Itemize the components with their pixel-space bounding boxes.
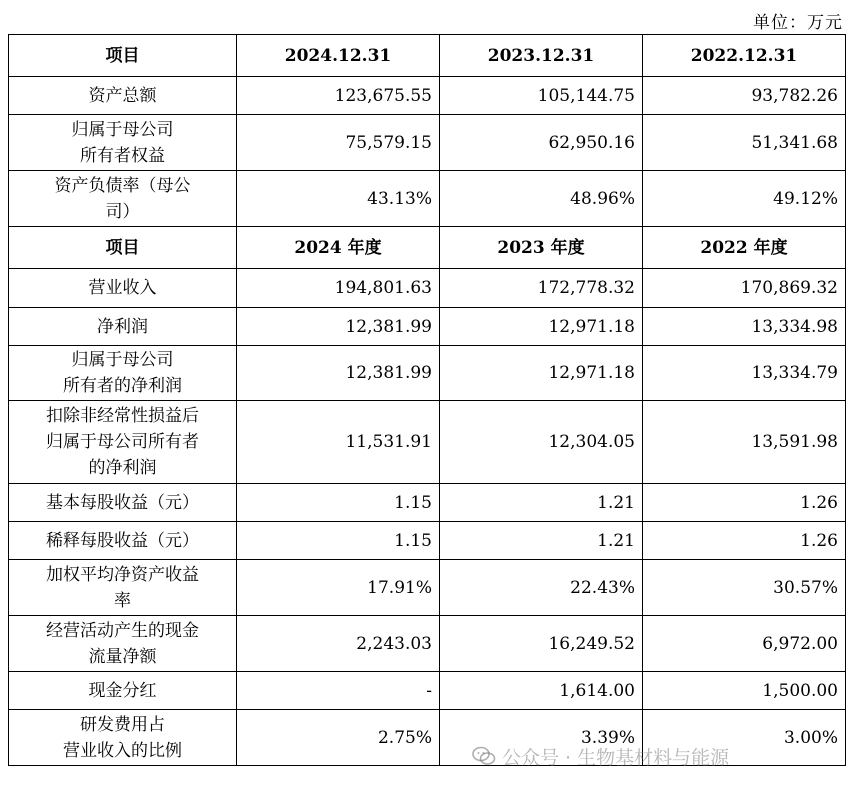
- value-cell: 1,500.00: [643, 672, 846, 710]
- header-cell-period: 2024.12.31: [237, 35, 440, 77]
- value-cell: 12,381.99: [237, 308, 440, 346]
- table-row: [9, 522, 846, 560]
- value-cell: 93,782.26: [643, 77, 846, 115]
- row-label: 营业收入: [9, 269, 237, 308]
- table-row: [9, 401, 846, 484]
- header-row-income: [9, 227, 846, 269]
- row-label: 资产总额: [9, 77, 237, 115]
- value-cell: 170,869.32: [643, 269, 846, 308]
- row-label: 基本每股收益（元）: [9, 484, 237, 522]
- table-row: [9, 672, 846, 710]
- value-cell: 16,249.52: [440, 616, 643, 672]
- value-cell: 1,614.00: [440, 672, 643, 710]
- row-label: 净利润: [9, 308, 237, 346]
- value-cell: 17.91%: [237, 560, 440, 616]
- financial-summary-table: [8, 34, 846, 766]
- value-cell: 48.96%: [440, 171, 643, 227]
- value-cell: 12,971.18: [440, 346, 643, 401]
- table-row: [9, 346, 846, 401]
- value-cell: 51,341.68: [643, 115, 846, 171]
- value-cell: -: [237, 672, 440, 710]
- row-label: 加权平均净资产收益 率: [9, 560, 237, 616]
- value-cell: 13,334.79: [643, 346, 846, 401]
- value-cell: 2,243.03: [237, 616, 440, 672]
- table-row: [9, 269, 846, 308]
- value-cell: 12,381.99: [237, 346, 440, 401]
- table-row: [9, 77, 846, 115]
- value-cell: 1.21: [440, 522, 643, 560]
- value-cell: 123,675.55: [237, 77, 440, 115]
- value-cell: 194,801.63: [237, 269, 440, 308]
- value-cell: 1.15: [237, 484, 440, 522]
- value-cell: 1.21: [440, 484, 643, 522]
- value-cell: 105,144.75: [440, 77, 643, 115]
- header-cell-period: 2023.12.31: [440, 35, 643, 77]
- table-row: [9, 308, 846, 346]
- value-cell: 1.15: [237, 522, 440, 560]
- value-cell: 12,304.05: [440, 401, 643, 484]
- table-row: [9, 484, 846, 522]
- unit-label: 单位：万元: [753, 13, 843, 33]
- value-cell: 12,971.18: [440, 308, 643, 346]
- header-cell-period: 2022 年度: [643, 227, 846, 269]
- value-cell: 11,531.91: [237, 401, 440, 484]
- row-label: 研发费用占 营业收入的比例: [9, 710, 237, 766]
- value-cell: 2.75%: [237, 710, 440, 766]
- header-cell-period: 2022.12.31: [643, 35, 846, 77]
- row-label: 归属于母公司 所有者的净利润: [9, 346, 237, 401]
- value-cell: 6,972.00: [643, 616, 846, 672]
- value-cell: 43.13%: [237, 171, 440, 227]
- watermark-text: 公众号 · 生物基材料与能源: [502, 746, 730, 769]
- header-cell-item: 项目: [9, 35, 237, 77]
- table-row: [9, 616, 846, 672]
- value-cell: 1.26: [643, 484, 846, 522]
- value-cell: 49.12%: [643, 171, 846, 227]
- row-label: 稀释每股收益（元）: [9, 522, 237, 560]
- value-cell: 30.57%: [643, 560, 846, 616]
- value-cell: 13,591.98: [643, 401, 846, 484]
- table-row: [9, 560, 846, 616]
- value-cell: 22.43%: [440, 560, 643, 616]
- value-cell: 1.26: [643, 522, 846, 560]
- table-row: [9, 710, 846, 766]
- header-cell-period: 2023 年度: [440, 227, 643, 269]
- table-row: [9, 115, 846, 171]
- row-label: 资产负债率（母公 司）: [9, 171, 237, 227]
- header-cell-period: 2024 年度: [237, 227, 440, 269]
- row-label: 现金分红: [9, 672, 237, 710]
- value-cell: 3.00%: [643, 710, 846, 766]
- header-cell-item: 项目: [9, 227, 237, 269]
- row-label: 经营活动产生的现金 流量净额: [9, 616, 237, 672]
- row-label: 扣除非经常性损益后 归属于母公司所有者 的净利润: [9, 401, 237, 484]
- value-cell: 62,950.16: [440, 115, 643, 171]
- value-cell: 13,334.98: [643, 308, 846, 346]
- value-cell: 3.39%: [440, 710, 643, 766]
- value-cell: 75,579.15: [237, 115, 440, 171]
- row-label: 归属于母公司 所有者权益: [9, 115, 237, 171]
- value-cell: 172,778.32: [440, 269, 643, 308]
- header-row-balance: [9, 35, 846, 77]
- table-row: [9, 171, 846, 227]
